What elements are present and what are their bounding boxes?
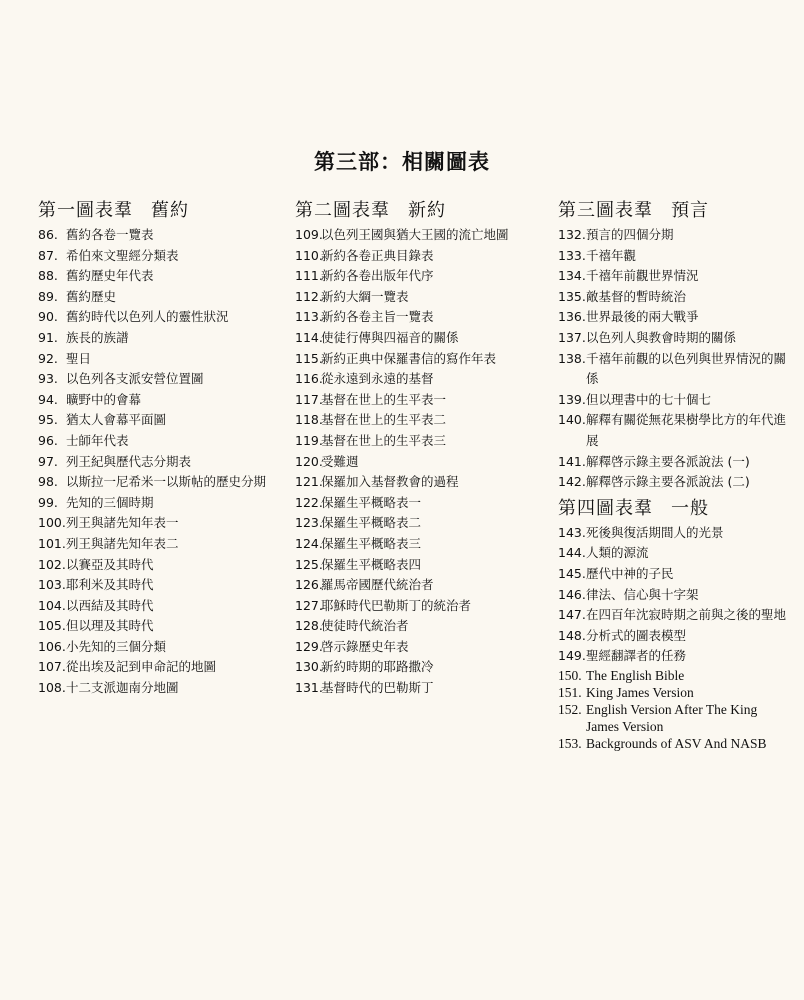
item-number: 113.	[295, 309, 323, 325]
item-number: 101.	[38, 535, 66, 551]
item-title: 列王與諸先知年表一	[66, 515, 179, 531]
list-item	[38, 657, 283, 678]
section-heading-label: 第四圖表羣	[558, 497, 653, 519]
section-heading	[295, 197, 545, 225]
item-number: 120.	[295, 453, 323, 469]
list-item	[558, 472, 798, 493]
item-title: 新約各卷正典目錄表	[321, 247, 434, 263]
item-title: 耶穌時代巴勒斯丁的統治者	[321, 597, 472, 613]
list-item	[295, 575, 545, 596]
list-item	[38, 452, 283, 473]
chart-group-new-testament	[295, 197, 545, 699]
item-number: 102.	[38, 556, 66, 572]
item-number: 143.	[558, 524, 586, 540]
item-number: 110.	[295, 247, 323, 263]
list-item	[558, 349, 798, 390]
list-item	[558, 684, 798, 701]
item-title: 以賽亞及其時代	[66, 556, 154, 572]
item-number: 105.	[38, 618, 66, 634]
item-number: 94.	[38, 391, 58, 407]
list-item	[558, 523, 798, 544]
item-number: 144.	[558, 545, 586, 561]
item-number: 153.	[558, 735, 582, 751]
item-number: 148.	[558, 627, 586, 643]
list-item	[558, 564, 798, 585]
item-title: 千禧年前觀的以色列與世界情況的關係	[586, 350, 787, 387]
item-number: 92.	[38, 350, 58, 366]
section-heading-sub: 新約	[408, 200, 446, 221]
item-number: 149.	[558, 648, 586, 664]
list-item	[295, 246, 545, 267]
item-number: 124.	[295, 535, 323, 551]
item-number: 107.	[38, 659, 66, 675]
item-title: 千禧年觀	[586, 247, 637, 263]
item-title: 以色列王國與猶大王國的流亡地圖	[321, 227, 509, 242]
item-title: 基督在世上的生平表一	[321, 391, 447, 407]
item-title: 基督在世上的生平表二	[321, 412, 447, 428]
list-item	[295, 328, 545, 349]
item-number: 116.	[295, 371, 323, 387]
section-heading-label: 第三圖表羣	[558, 200, 653, 221]
item-title: 希伯來文聖經分類表	[66, 247, 179, 263]
list-item	[558, 225, 798, 246]
item-title: English Version After The King James Version	[586, 701, 758, 734]
item-title: 啓示錄歷史年表	[321, 638, 409, 654]
item-title: 聖經翻譯者的任務	[586, 648, 687, 664]
list-item	[295, 637, 545, 658]
list-item	[295, 472, 545, 493]
item-title: 預言的四個分期	[586, 227, 674, 242]
item-title: 以色列人與教會時期的關係	[586, 329, 737, 345]
item-title: 使徒行傳與四福音的關係	[321, 329, 459, 345]
item-title: 但以理及其時代	[66, 618, 154, 634]
list-item	[38, 246, 283, 267]
list-item	[38, 493, 283, 514]
item-number: 129.	[295, 638, 323, 654]
item-number: 109.	[295, 227, 323, 242]
item-title: 受難週	[321, 453, 359, 469]
entry-list	[38, 225, 283, 699]
item-number: 125.	[295, 556, 323, 572]
item-number: 147.	[558, 607, 586, 623]
entry-list	[295, 225, 545, 699]
item-title: 新約各卷出版年代序	[321, 268, 434, 284]
list-item	[295, 596, 545, 617]
item-title: 從出埃及記到申命記的地圖	[66, 659, 217, 675]
item-number: 119.	[295, 432, 323, 448]
item-number: 86.	[38, 227, 58, 242]
list-item	[295, 369, 545, 390]
item-number: 89.	[38, 288, 58, 304]
list-item	[38, 472, 283, 493]
list-item	[38, 555, 283, 576]
item-number: 114.	[295, 329, 323, 345]
list-item	[558, 543, 798, 564]
item-title: 列王與諸先知年表二	[66, 535, 179, 551]
item-title: 死後與復活期間人的光景	[586, 524, 724, 540]
item-number: 100.	[38, 515, 66, 531]
item-number: 127.	[295, 597, 323, 613]
item-title: 解釋啓示錄主要各派說法 (二)	[586, 474, 750, 490]
item-title: 解釋有關從無花果樹學比方的年代進展	[586, 412, 787, 448]
chart-group-prophecy-general	[558, 197, 798, 752]
list-item	[295, 616, 545, 637]
item-title: 耶利米及其時代	[66, 577, 154, 593]
item-number: 142.	[558, 474, 586, 490]
item-title: 聖日	[66, 350, 92, 366]
item-number: 99.	[38, 494, 58, 510]
list-item	[295, 678, 545, 699]
entry-list	[558, 523, 798, 752]
item-title: 解釋啓示錄主要各派說法 (一)	[586, 453, 750, 469]
list-item	[38, 513, 283, 534]
item-title: The English Bible	[586, 667, 685, 683]
item-title: 舊約歷史年代表	[66, 268, 154, 284]
entry-list	[558, 225, 798, 493]
list-item	[38, 431, 283, 452]
item-number: 118.	[295, 412, 323, 428]
item-title: 但以理書中的七十個七	[586, 391, 712, 407]
item-number: 135.	[558, 288, 586, 304]
list-item	[558, 287, 798, 308]
item-title: 歷代中神的子民	[586, 565, 674, 581]
list-item	[558, 328, 798, 349]
section-heading-label: 第二圖表羣	[295, 200, 390, 221]
list-item	[558, 735, 798, 752]
list-item	[295, 555, 545, 576]
item-title: 律法、信心與十字架	[586, 586, 699, 602]
list-item	[295, 349, 545, 370]
item-title: 使徒時代統治者	[321, 618, 409, 634]
item-number: 123.	[295, 515, 323, 531]
item-number: 139.	[558, 391, 586, 407]
section-heading	[558, 197, 798, 225]
item-title: 以斯拉一尼希米一以斯帖的歷史分期	[66, 474, 267, 490]
item-title: 敵基督的暫時統治	[586, 288, 687, 304]
item-title: 先知的三個時期	[66, 494, 154, 510]
item-number: 122.	[295, 494, 323, 510]
item-title: 小先知的三個分類	[66, 638, 167, 654]
item-title: 十二支派迦南分地圖	[66, 680, 179, 696]
item-title: 舊約各卷一覽表	[66, 227, 154, 242]
page-title: 第三部：相關圖表	[314, 150, 490, 174]
item-title: 猶太人會幕平面圖	[66, 412, 167, 428]
item-number: 88.	[38, 268, 58, 284]
item-number: 91.	[38, 329, 58, 345]
item-title: 保羅生平概略表四	[321, 556, 422, 572]
item-number: 95.	[38, 412, 58, 428]
list-item	[295, 534, 545, 555]
item-number: 103.	[38, 577, 66, 593]
item-number: 131.	[295, 680, 323, 696]
item-number: 106.	[38, 638, 66, 654]
section-heading	[558, 495, 798, 523]
list-item	[558, 585, 798, 606]
list-item	[38, 369, 283, 390]
item-title: 保羅加入基督教會的過程	[321, 474, 459, 490]
list-item	[558, 452, 798, 473]
item-title: 舊約時代以色列人的靈性狀況	[66, 309, 229, 325]
list-item	[295, 225, 545, 246]
list-item	[558, 307, 798, 328]
list-item	[295, 287, 545, 308]
list-item	[295, 513, 545, 534]
list-item	[295, 266, 545, 287]
item-number: 151.	[558, 684, 582, 700]
item-title: 千禧年前觀世界情況	[586, 268, 699, 284]
item-title: 保羅生平概略表三	[321, 535, 422, 551]
item-number: 93.	[38, 371, 58, 387]
list-item	[38, 596, 283, 617]
item-title: 新約大綱一覽表	[321, 288, 409, 304]
item-title: 從永遠到永遠的基督	[321, 371, 434, 387]
list-item	[558, 390, 798, 411]
list-item	[558, 626, 798, 647]
item-number: 152.	[558, 701, 582, 717]
list-item	[295, 410, 545, 431]
section-heading-sub: 舊約	[151, 200, 189, 221]
item-number: 137.	[558, 329, 586, 345]
list-item	[558, 266, 798, 287]
item-number: 108.	[38, 680, 66, 696]
item-title: 新約各卷主旨一覽表	[321, 309, 434, 325]
item-number: 136.	[558, 309, 586, 325]
item-title: 基督在世上的生平表三	[321, 432, 447, 448]
list-item	[38, 575, 283, 596]
item-title: 保羅生平概略表一	[321, 494, 422, 510]
list-item	[295, 390, 545, 411]
item-number: 104.	[38, 597, 66, 613]
item-number: 112.	[295, 288, 323, 304]
list-item	[38, 349, 283, 370]
list-item	[38, 390, 283, 411]
item-title: 保羅生平概略表二	[321, 515, 422, 531]
item-title: 以色列各支派安營位置圖	[66, 371, 204, 387]
item-title: 舊約歷史	[66, 288, 117, 304]
list-item	[558, 410, 798, 451]
list-item	[558, 246, 798, 267]
item-number: 96.	[38, 432, 58, 448]
item-number: 130.	[295, 659, 323, 675]
list-item	[38, 410, 283, 431]
list-item	[295, 493, 545, 514]
list-item	[38, 637, 283, 658]
item-number: 117.	[295, 391, 323, 407]
item-number: 145.	[558, 565, 586, 581]
list-item	[558, 701, 798, 735]
item-number: 128.	[295, 618, 323, 634]
item-number: 134.	[558, 268, 586, 284]
item-title: 族長的族譜	[66, 329, 129, 345]
item-number: 87.	[38, 247, 58, 263]
item-number: 111.	[295, 268, 323, 284]
list-item	[38, 307, 283, 328]
item-number: 133.	[558, 247, 586, 263]
list-item	[558, 646, 798, 667]
item-title: 新約時期的耶路撒冷	[321, 659, 434, 675]
list-item	[558, 667, 798, 684]
list-item	[295, 452, 545, 473]
list-item	[38, 616, 283, 637]
item-number: 97.	[38, 453, 58, 469]
item-number: 132.	[558, 227, 586, 242]
item-number: 141.	[558, 453, 586, 469]
section-heading-sub: 預言	[671, 200, 709, 221]
list-item	[38, 678, 283, 699]
item-number: 121.	[295, 474, 323, 490]
item-title: 在四百年沈寂時期之前與之後的聖地	[586, 607, 787, 623]
item-title: 羅馬帝國歷代統治者	[321, 577, 434, 593]
item-number: 140.	[558, 412, 586, 428]
chart-group-old-testament	[38, 197, 283, 699]
item-number: 126.	[295, 577, 323, 593]
list-item	[38, 287, 283, 308]
item-number: 90.	[38, 309, 58, 325]
list-item	[38, 328, 283, 349]
item-title: 世界最後的兩大戰爭	[586, 309, 699, 325]
item-title: 人類的源流	[586, 545, 649, 561]
item-number: 150.	[558, 667, 582, 683]
item-title: 基督時代的巴勒斯丁	[321, 680, 434, 696]
list-item	[295, 657, 545, 678]
item-title: 新約正典中保羅書信的寫作年表	[321, 350, 497, 366]
list-item	[38, 225, 283, 246]
list-item	[295, 431, 545, 452]
item-title: 分析式的圖表模型	[586, 627, 687, 643]
section-heading-sub: 一般	[671, 497, 709, 519]
list-item	[295, 307, 545, 328]
section-heading	[38, 197, 283, 225]
list-item	[38, 534, 283, 555]
item-title: 曠野中的會幕	[66, 391, 142, 407]
item-title: 列王紀與歷代志分期表	[66, 453, 192, 469]
item-title: 士師年代表	[66, 432, 129, 448]
section-heading-label: 第一圖表羣	[38, 200, 133, 221]
list-item	[558, 605, 798, 626]
item-number: 115.	[295, 350, 323, 366]
item-number: 138.	[558, 350, 586, 366]
item-number: 98.	[38, 474, 58, 490]
item-title: King James Version	[586, 684, 694, 700]
list-item	[38, 266, 283, 287]
item-title: Backgrounds of ASV And NASB	[586, 735, 767, 751]
item-number: 146.	[558, 586, 586, 602]
item-title: 以西結及其時代	[66, 597, 154, 613]
